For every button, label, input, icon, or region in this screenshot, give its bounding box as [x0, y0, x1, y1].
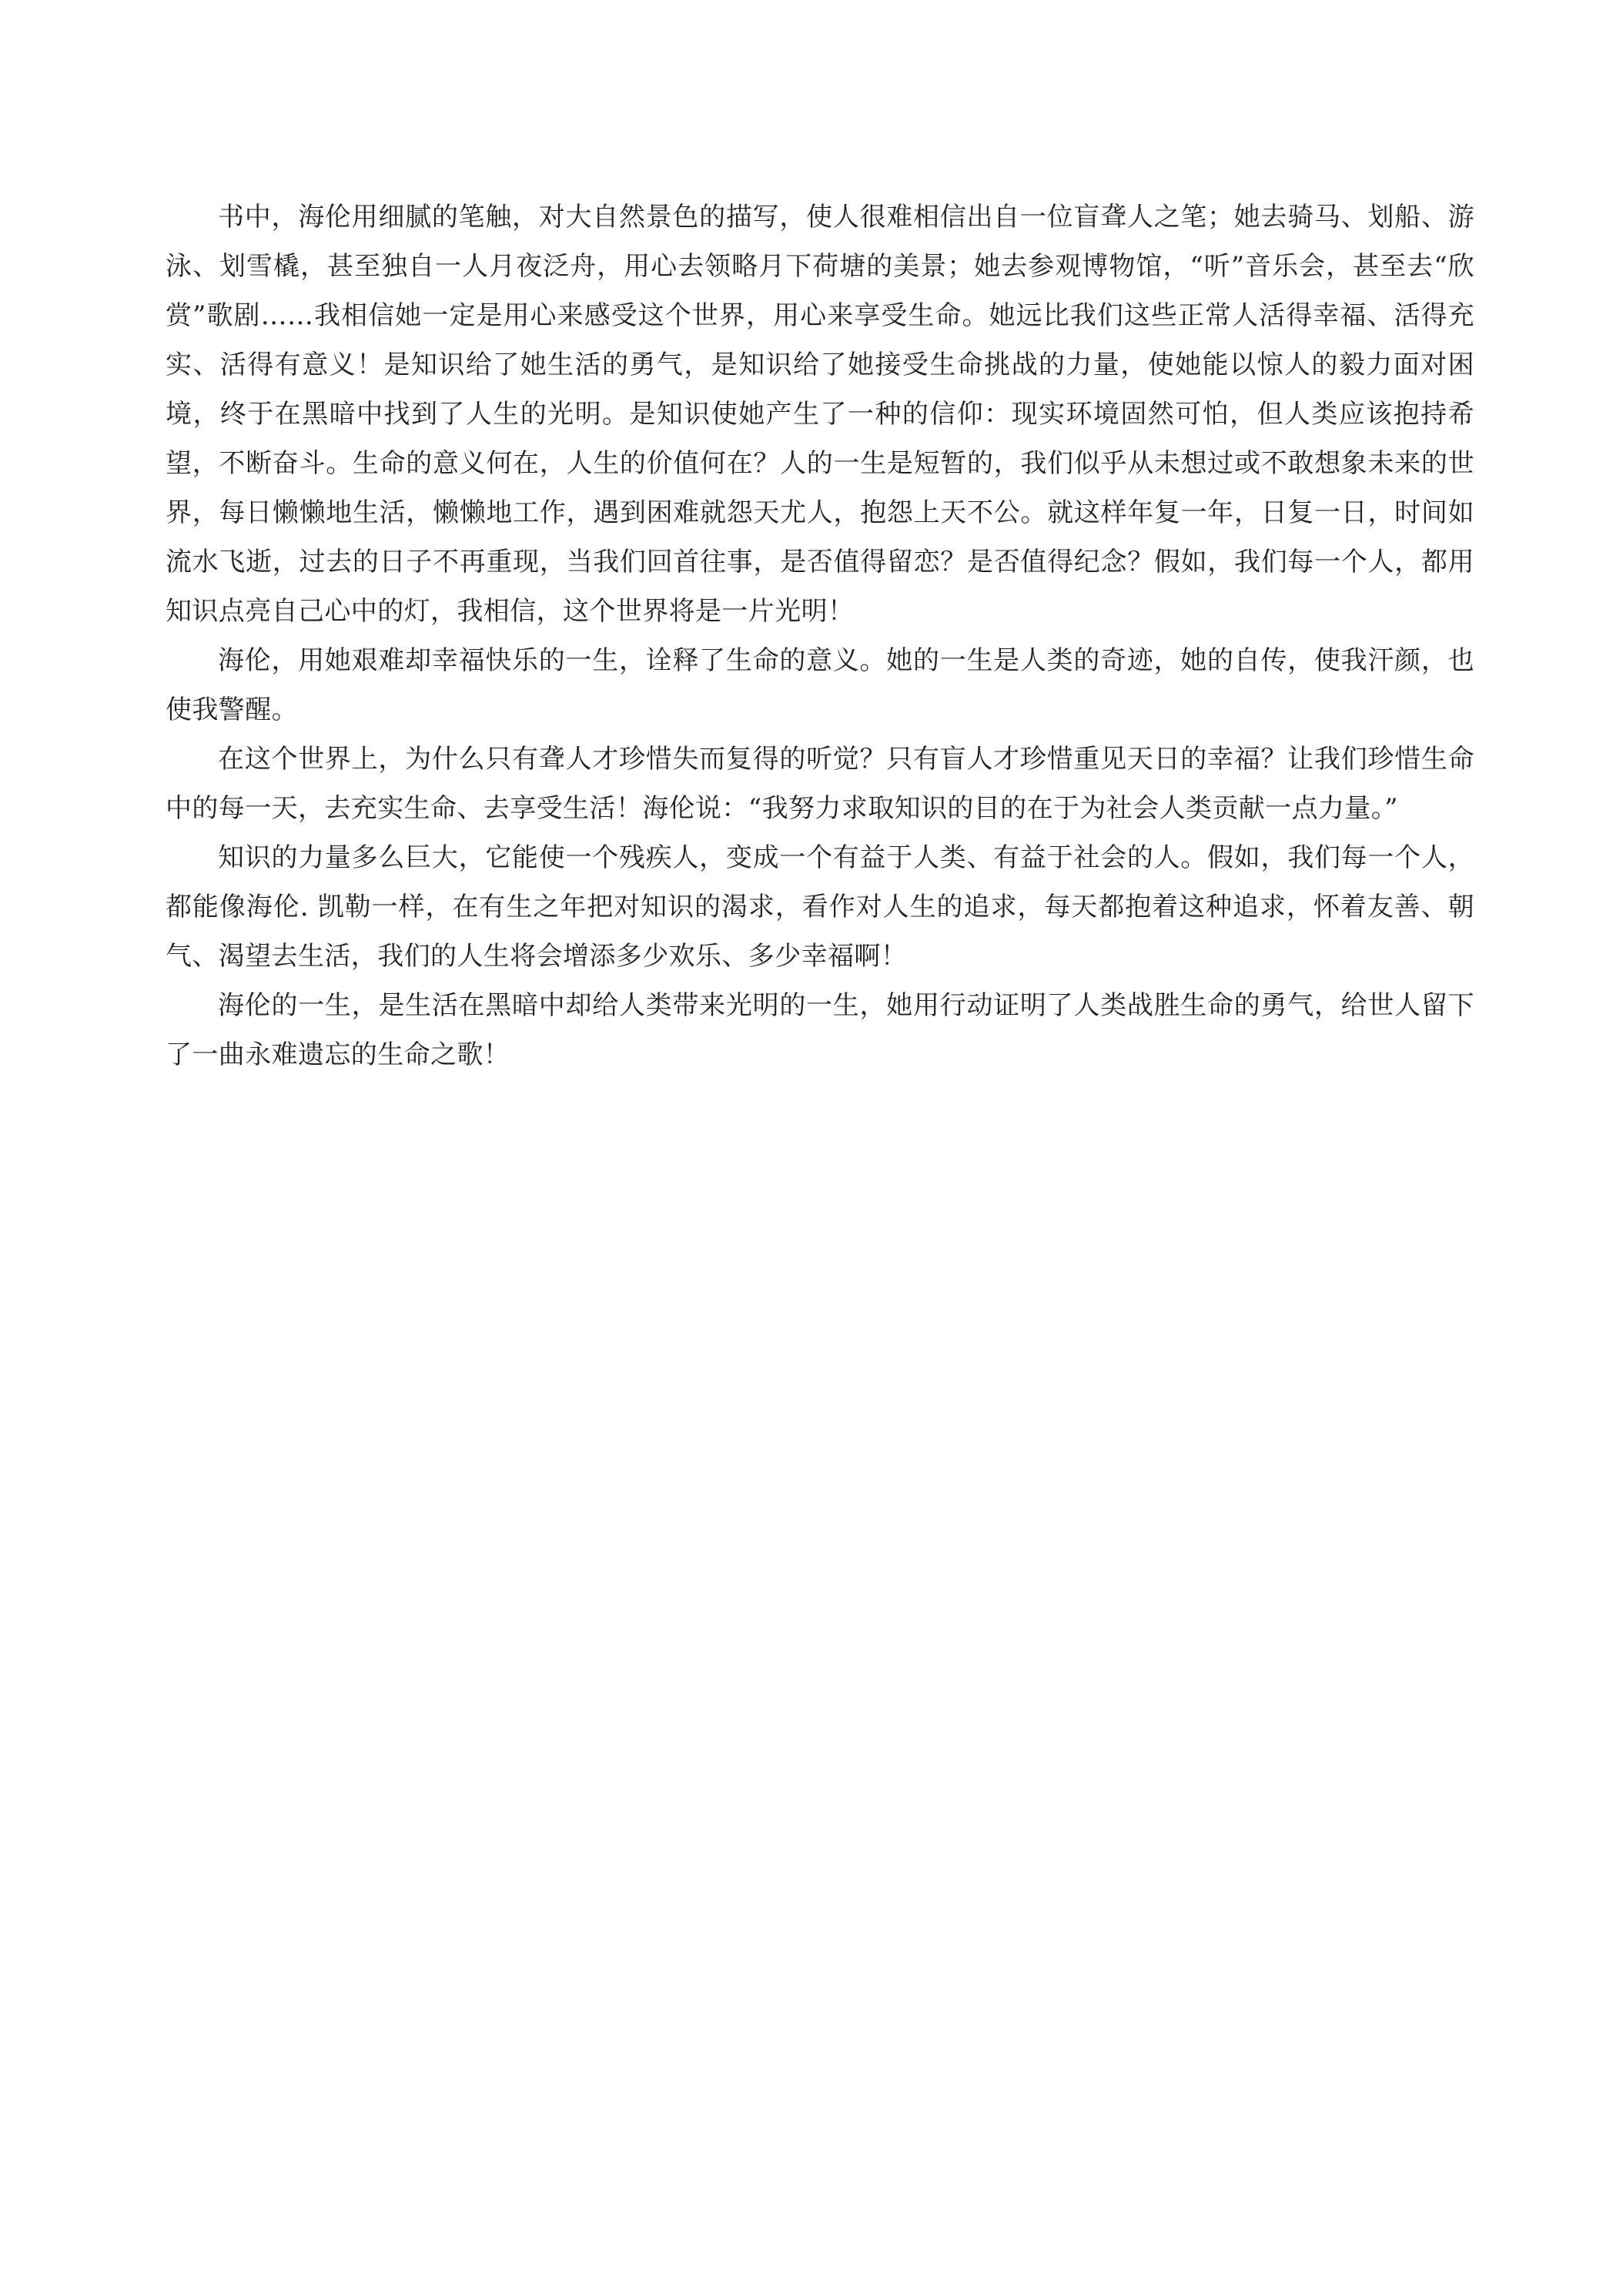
- paragraph-2: 海伦，用她艰难却幸福快乐的一生，诠释了生命的意义。她的一生是人类的奇迹，她的自传，使我汗颜，也使我警醒。: [166, 645, 1474, 725]
- paragraph-4: 知识的力量多么巨大，它能使一个残疾人，变成一个有益于人类、有益于社会的人。假如，我们每一个人，都能像海伦. 凯勒一样，在有生之年把对知识的渴求，看作对人生的追求，每天都抱着这种追求，怀着友善、朝气、渴望去生活，我们的人生将会增添多少欢乐、多少幸福啊！: [166, 842, 1474, 972]
- document-body: [166, 192, 1474, 1079]
- paragraph-3: 在这个世界上，为什么只有聋人才珍惜失而复得的听觉？只有盲人才珍惜重见天日的幸福？让我们珍惜生命中的每一天，去充实生命、去享受生活！海伦说：“我努力求取知识的目的在于为社会人类贡献一点力量。”: [166, 744, 1474, 824]
- paragraph-1: 书中，海伦用细腻的笔触，对大自然景色的描写，使人很难相信出自一位盲聋人之笔；她去骑马、划船、游泳、划雪橇，甚至独自一人月夜泛舟，用心去领略月下荷塘的美景；她去参观博物馆，“听”音乐会，甚至去“欣赏”歌剧……我相信她一定是用心来感受这个世界，用心来享受生命。她远比我们这些正常人活得幸福、活得充实、活得有意义！是知识给了她生活的勇气，是知识给了她接受生命挑战的力量，使她能以惊人的毅力面对困境，终于在黑暗中找到了人生的光明。是知识使她产生了一种的信仰：现实环境固然可怕，但人类应该抱持希望，不断奋斗。生命的意义何在，人生的价值何在？人的一生是短暂的，我们似乎从未想过或不敢想象未来的世界，每日懒懒地生活，懒懒地工作，遇到困难就怨天尤人，抱怨上天不公。就这样年复一年，日复一日，时间如流水飞逝，过去的日子不再重现，当我们回首往事，是否值得留恋？是否值得纪念？假如，我们每一个人，都用知识点亮自己心中的灯，我相信，这个世界将是一片光明！: [166, 202, 1474, 627]
- paragraph-5: 海伦的一生，是生活在黑暗中却给人类带来光明的一生，她用行动证明了人类战胜生命的勇气，给世人留下了一曲永难遗忘的生命之歌！: [166, 990, 1474, 1070]
